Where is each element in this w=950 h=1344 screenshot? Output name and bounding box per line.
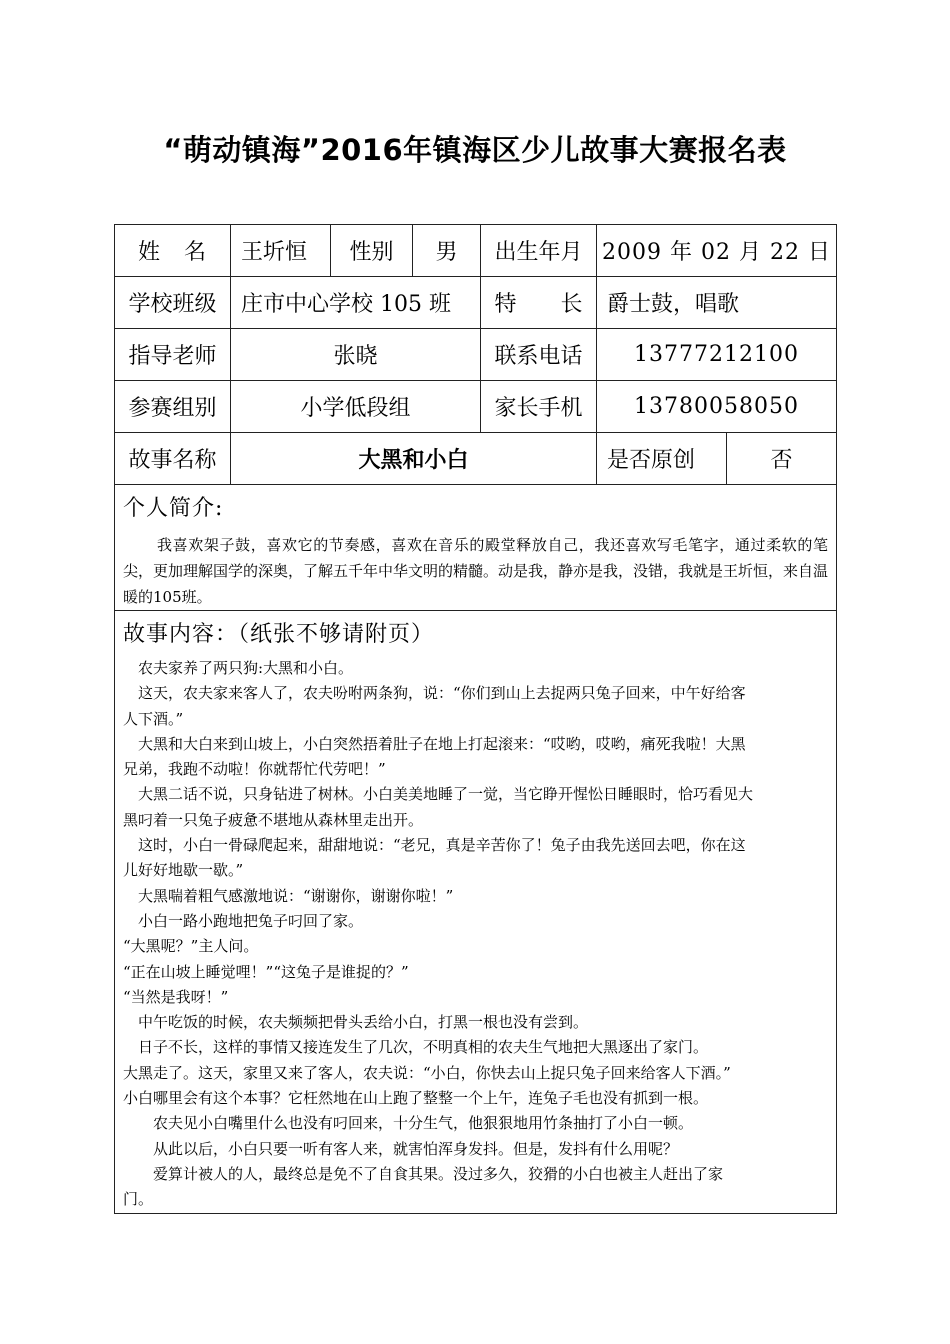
story-line: 小白哪里会有这个本事？它枉然地在山上跑了整整一个上午，连兔子毛也没有抓到一根。 xyxy=(123,1089,709,1108)
story-line: 黑叼着一只兔子疲惫不堪地从森林里走出开。 xyxy=(123,810,424,829)
talent-value: 爵士鼓，唱歌 xyxy=(597,277,837,329)
story-line: 这时，小白一骨碌爬起来，甜甜地说：“老兄，真是辛苦你了！兔子由我先送回去吧，你在这 xyxy=(123,836,746,855)
intro-section xyxy=(115,485,837,611)
original-label: 是否原创 xyxy=(597,433,727,485)
story-line: 儿好好地歇一歇。” xyxy=(123,861,244,880)
story-line: 大黑喘着粗气感激地说：“谢谢你，谢谢你啦！” xyxy=(123,886,454,905)
story-line: 小白一路小跑地把兔子叼回了家。 xyxy=(123,911,364,930)
group-value: 小学低段组 xyxy=(231,381,481,433)
group-label: 参赛组别 xyxy=(115,381,231,433)
intro-heading: 个人简介: xyxy=(123,496,224,521)
school-label: 学校班级 xyxy=(115,277,231,329)
story-line: 这天，农夫家来客人了，农夫吩咐两条狗，说：“你们到山上去捉两只兔子回来，中午好给客 xyxy=(123,684,746,703)
story-line: 兄弟，我跑不动啦！你就帮忙代劳吧！” xyxy=(123,760,386,779)
story-line: 大黑和大白来到山坡上，小白突然捂着肚子在地上打起滚来：“哎哟，哎哟，痛死我啦！大黑 xyxy=(123,734,746,753)
story-line: “大黑呢？”主人问。 xyxy=(123,937,259,956)
story-text xyxy=(123,656,828,1213)
story-heading: 故事内容：（纸张不够请附页） xyxy=(123,622,435,647)
story-line: 中午吃饭的时候，农夫频频把骨头丢给小白，打黑一根也没有尝到。 xyxy=(123,1013,589,1032)
name-value: 王圻恒 xyxy=(231,225,331,277)
story-line: 农夫见小白嘴里什么也没有叼回来，十分生气，他狠狠地用竹条抽打了小白一顿。 xyxy=(123,1114,694,1133)
birth-value: 2009 年 02 月 22 日 xyxy=(597,225,837,277)
story-line: 爱算计被人的人，最终总是免不了自食其果。没过多久，狡猾的小白也被主人赶出了家 xyxy=(123,1164,724,1183)
birth-label: 出生年月 xyxy=(481,225,597,277)
story-line: “当然是我呀！” xyxy=(123,987,229,1006)
story-line: 门。 xyxy=(123,1190,154,1209)
phone-label: 联系电话 xyxy=(481,329,597,381)
teacher-value: 张晓 xyxy=(231,329,481,381)
story-line: 农夫家养了两只狗:大黑和小白。 xyxy=(123,659,354,677)
intro-text: 我喜欢架子鼓，喜欢它的节奏感，喜欢在音乐的殿堂释放自己，我还喜欢写毛笔字，通过柔软的笔尖，更加理解国学的深奥，了解五千年中华文明的精髓。动是我，静亦是我，没错，我就是王圻恒，来自温暖的105班。 xyxy=(123,536,829,606)
name-label: 姓 名 xyxy=(115,225,231,277)
story-line: 从此以后，小白只要一听有客人来，就害怕浑身发抖。但是，发抖有什么用呢？ xyxy=(123,1139,679,1158)
story-section xyxy=(115,611,837,1214)
parent-phone-value: 13780058050 xyxy=(597,381,837,433)
story-line: 大黑二话不说，只身钻进了树林。小白美美地睡了一觉，当它睁开惺忪日睡眼时，恰巧看见大 xyxy=(123,785,754,804)
teacher-label: 指导老师 xyxy=(115,329,231,381)
registration-form xyxy=(114,224,837,1214)
story-line: 人下酒。” xyxy=(123,709,184,728)
story-name-value: 大黑和小白 xyxy=(231,433,597,485)
school-value: 庄市中心学校 105 班 xyxy=(231,277,481,329)
parent-phone-label: 家长手机 xyxy=(481,381,597,433)
story-line: 日子不长，这样的事情又接连发生了几次，不明真相的农夫生气地把大黑逐出了家门。 xyxy=(123,1038,709,1057)
gender-label: 性别 xyxy=(331,225,413,277)
phone-value: 13777212100 xyxy=(597,329,837,381)
story-line: “正在山坡上睡觉哩！”“这兔子是谁捉的？” xyxy=(123,962,409,981)
story-line: 大黑走了。这天，家里又来了客人，农夫说：“小白，你快去山上捉只兔子回来给客人下酒。” xyxy=(123,1063,731,1082)
original-value: 否 xyxy=(727,433,837,485)
talent-label: 特 长 xyxy=(481,277,597,329)
story-name-label: 故事名称 xyxy=(115,433,231,485)
page-title: “萌动镇海”2016年镇海区少儿故事大赛报名表 xyxy=(163,133,787,167)
gender-value: 男 xyxy=(413,225,481,277)
